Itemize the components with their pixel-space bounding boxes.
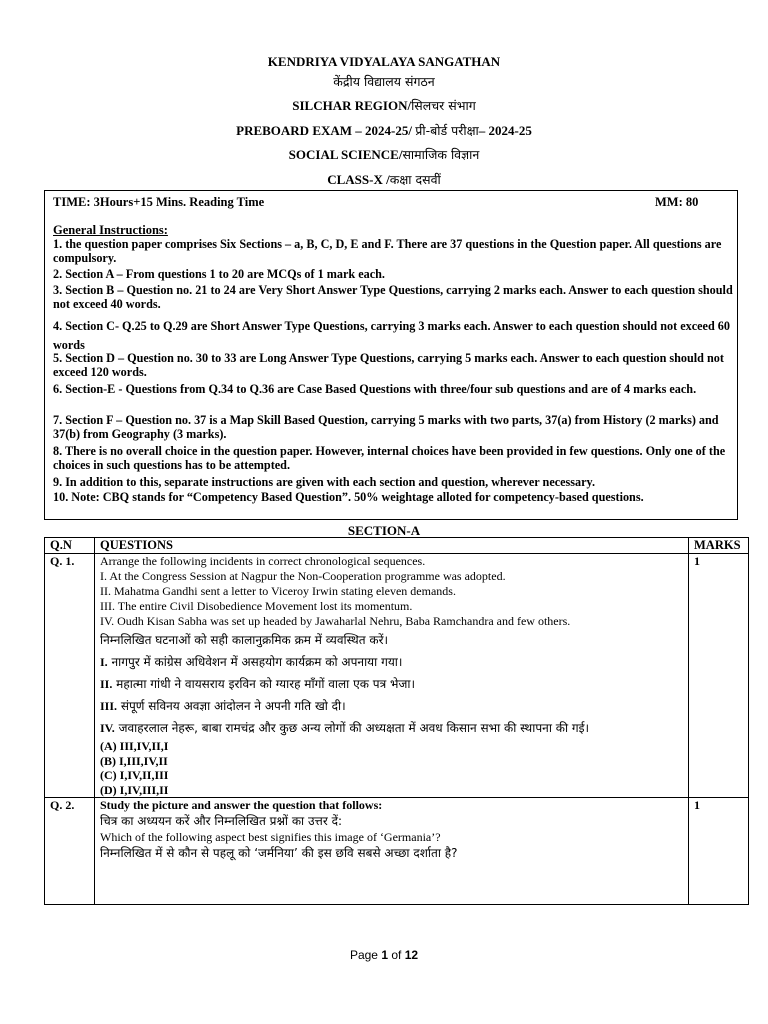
org-title-hi: केंद्रीय विद्यालय संगठन <box>333 74 435 89</box>
question-line: I. At the Congress Session at Nagpur the Non-Cooperation programme was adopted. <box>100 569 506 583</box>
question-line-hindi: IV. जवाहरलाल नेहरू, बाबा रामचंद्र और कुछ अन्य लोगों की अध्यक्षता में अवध किसान सभा की स्थापना की गई। <box>100 721 590 735</box>
subject-title: SOCIAL SCIENCE/सामाजिक विज्ञान <box>288 147 480 162</box>
answer-option: (D) I,IV,III,II <box>100 782 169 797</box>
org-title-en: KENDRIYA VIDYALAYA SANGATHAN <box>267 54 501 69</box>
instruction-item: 3. Section B – Question no. 21 to 24 are Very Short Answer Type Questions, carrying 2 marks each. Answer to each question should not exceed 40 words. <box>53 283 733 312</box>
question-line: Which of the following aspect best signifies this image of ‘Germania’? <box>100 830 441 844</box>
question-line-hindi: III. संपूर्ण सविनय अवज्ञा आंदोलन ने अपनी गति खो दी। <box>100 699 346 713</box>
page-footer: Page 1 of 12 <box>349 948 419 962</box>
general-instructions-heading: General Instructions: <box>53 223 168 237</box>
instruction-item: 6. Section-E - Questions from Q.34 to Q.36 are Case Based Questions with three/four sub questions and are of 4 marks each. <box>53 382 697 396</box>
question-marks: 1 <box>689 798 749 905</box>
question-line: III. The entire Civil Disobedience Movement lost its momentum. <box>100 599 413 613</box>
instruction-item: 2. Section A – From questions 1 to 20 are MCQs of 1 mark each. <box>53 267 385 281</box>
answer-option: (C) I,IV,II,III <box>100 768 169 782</box>
instruction-item: 5. Section D – Question no. 30 to 33 are Long Answer Type Questions, carrying 5 marks each. Answer to each question should not exceed 120 words. <box>53 351 724 380</box>
question-number: Q. 1. <box>45 554 95 798</box>
instruction-item: 1. the question paper comprises Six Sections – a, B, C, D, E and F. There are 37 questions in the Question paper. All questions are compulsory. <box>53 237 722 266</box>
question-line: Study the picture and answer the question that follows: <box>100 798 383 812</box>
question-line: Arrange the following incidents in correct chronological sequences. <box>100 554 426 568</box>
instruction-item: 8. There is no overall choice in the question paper. However, internal choices have been provided in few questions. Only one of the choices in such questions has to be attempted. <box>53 444 726 473</box>
time-label: TIME: 3Hours+15 Mins. Reading Time <box>53 195 265 209</box>
question-text <box>95 798 689 905</box>
question-line: II. Mahatma Gandhi sent a letter to Viceroy Irwin stating eleven demands. <box>100 584 456 598</box>
column-header-questions: QUESTIONS <box>95 538 689 554</box>
column-header-marks: MARKS <box>689 538 749 554</box>
question-text <box>95 554 689 798</box>
question-marks: 1 <box>689 554 749 798</box>
question-line: IV. Oudh Kisan Sabha was set up headed by Jawaharlal Nehru, Baba Ramchandra and few others. <box>100 614 571 628</box>
section-a-title: SECTION-A <box>347 523 421 538</box>
instructions-box <box>44 190 738 520</box>
question-line-hindi: चित्र का अध्ययन करें और निम्नलिखित प्रश्नों का उत्तर दें: <box>100 814 342 828</box>
question-line-hindi: II. महात्मा गांधी ने वायसराय इरविन को ग्यारह माँगों वाला एक पत्र भेजा। <box>100 677 416 691</box>
exam-title: PREBOARD EXAM – 2024-25/ प्री-बोर्ड परीक्षा– 2024-25 <box>236 123 532 138</box>
question-number: Q. 2. <box>45 798 95 905</box>
table-row <box>45 554 749 798</box>
region-title: SILCHAR REGION/सिलचर संभाग <box>292 98 476 113</box>
table-row <box>45 798 749 905</box>
answer-option: (A) III,IV,II,I <box>100 739 169 753</box>
instruction-item: 9. In addition to this, separate instructions are given with each section and question, wherever necessary. <box>53 475 596 489</box>
question-line-hindi: निम्नलिखित में से कौन से पहलू को ‘जर्मनिया’ की इस छवि सबसे अच्छा दर्शाता है? <box>100 846 458 860</box>
question-line-hindi: I. नागपुर में कांग्रेस अधिवेशन में असहयोग कार्यक्रम को अपनाया गया। <box>100 655 403 669</box>
question-line-hindi: निम्नलिखित घटनाओं को सही कालानुक्रमिक क्रम में व्यवस्थित करें। <box>100 633 389 647</box>
table-header-row <box>45 538 749 554</box>
max-marks-label: MM: 80 <box>655 195 699 209</box>
instruction-item: 4. Section C- Q.25 to Q.29 are Short Answer Type Questions, carrying 3 marks each. Answer to each question should not exceed 60 words <box>53 319 730 352</box>
class-title: CLASS-X /कक्षा दसवीं <box>327 172 441 187</box>
instruction-item: 7. Section F – Question no. 37 is a Map Skill Based Question, carrying 5 marks with two parts, 37(a) from History (2 marks) and 37(b) from Geography (3 marks). <box>53 413 719 442</box>
column-header-qn: Q.N <box>45 538 95 554</box>
answer-option: (B) I,III,IV,II <box>100 753 168 768</box>
instruction-item: 10. Note: CBQ stands for “Competency Based Question”. 50% weightage alloted for competency-based questions. <box>53 490 644 504</box>
questions-table <box>44 537 749 905</box>
